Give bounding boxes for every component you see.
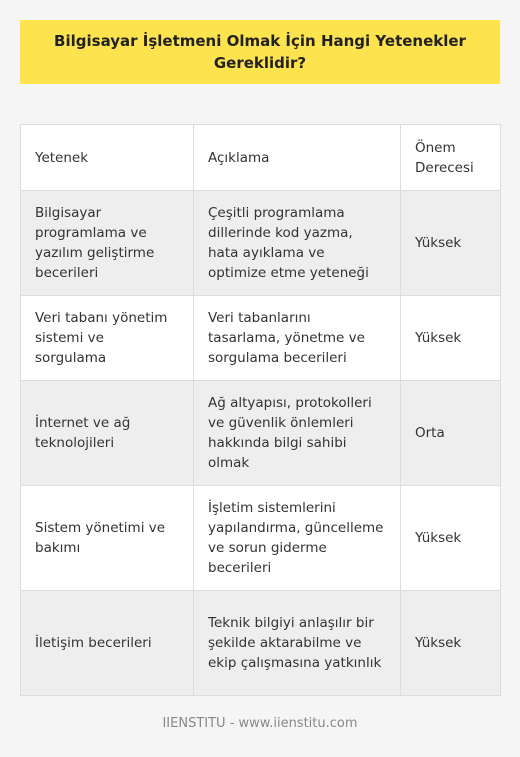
page-title: Bilgisayar İşletmeni Olmak İçin Hangi Yetenekler Gereklidir? (54, 32, 466, 72)
table-row (21, 486, 501, 591)
importance-cell: Yüksek (401, 191, 501, 296)
skill-cell: İletişim becerileri (21, 591, 194, 696)
footer-credit: IIENSTITU - www.iienstitu.com (162, 716, 358, 731)
description-cell: İşletim sistemlerini yapılandırma, güncelleme ve sorun giderme becerileri (194, 486, 401, 591)
description-cell: Ağ altyapısı, protokolleri ve güvenlik önlemleri hakkında bilgi sahibi olmak (194, 381, 401, 486)
skill-cell: Veri tabanı yönetim sistemi ve sorgulama (21, 296, 194, 381)
importance-cell: Yüksek (401, 296, 501, 381)
table-row (21, 191, 501, 296)
header-skill: Yetenek (21, 125, 194, 191)
table-row (21, 296, 501, 381)
importance-cell: Yüksek (401, 486, 501, 591)
skill-cell: İnternet ve ağ teknolojileri (21, 381, 194, 486)
importance-cell: Orta (401, 381, 501, 486)
title-banner (20, 20, 500, 84)
description-cell: Çeşitli programlama dillerinde kod yazma, hata ayıklama ve optimize etme yeteneği (194, 191, 401, 296)
skills-table (20, 124, 501, 696)
description-cell: Veri tabanlarını tasarlama, yönetme ve sorgulama becerileri (194, 296, 401, 381)
skill-cell: Sistem yönetimi ve bakımı (21, 486, 194, 591)
table-header-row (21, 125, 501, 191)
header-importance: Önem Derecesi (401, 125, 501, 191)
header-description: Açıklama (194, 125, 401, 191)
skill-cell: Bilgisayar programlama ve yazılım geliştirme becerileri (21, 191, 194, 296)
table-row (21, 591, 501, 696)
description-cell: Teknik bilgiyi anlaşılır bir şekilde aktarabilme ve ekip çalışmasına yatkınlık (194, 591, 401, 696)
table-row (21, 381, 501, 486)
importance-cell: Yüksek (401, 591, 501, 696)
